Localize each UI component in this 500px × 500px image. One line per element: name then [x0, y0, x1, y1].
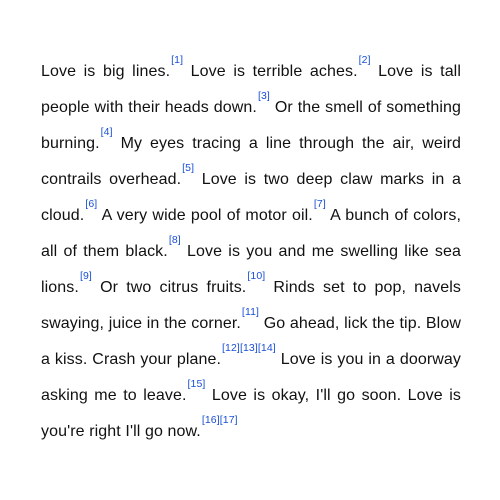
footnote-group [182, 162, 194, 174]
footnote-link[interactable]: [7] [313, 197, 326, 210]
poem-sentence: Love is okay, I'll go soon. Love is you're right I'll go now. [41, 387, 461, 440]
footnote-link[interactable]: [1] [171, 53, 184, 66]
footnote-group [202, 414, 238, 426]
footnote-link[interactable]: [8] [168, 233, 181, 246]
footnote-group [247, 270, 265, 282]
poem-paragraph [41, 54, 461, 450]
poem-sentence: Love is two deep claw marks in a cloud. [41, 171, 461, 224]
poem-sentence: Love is big lines. [41, 63, 171, 80]
footnote-group [169, 234, 181, 246]
poem-sentence: A very wide pool of motor oil. [97, 207, 313, 224]
poem-sentence: Go ahead, lick the tip. Blow a kiss. Crash your plane. [41, 315, 461, 368]
footnote-link[interactable]: [14] [257, 341, 276, 354]
footnote-link[interactable]: [12] [222, 341, 240, 354]
footnote-group [188, 378, 206, 390]
footnote-group [171, 54, 183, 66]
poem-sentence: A bunch of colors, all of them black. [41, 207, 461, 260]
poem-sentence: Love is you in a doorway asking me to leave. [41, 351, 462, 404]
footnote-link[interactable]: [17] [219, 413, 238, 426]
footnote-group [258, 90, 270, 102]
footnote-link[interactable]: [13] [239, 341, 258, 354]
footnote-group [80, 270, 92, 282]
footnote-link[interactable]: [6] [85, 197, 98, 210]
footnote-link[interactable]: [11] [241, 305, 260, 318]
poem-sentence: Love is you and me swelling like sea lions. [41, 243, 462, 296]
footnote-link[interactable]: [15] [187, 377, 206, 390]
poem-sentence: Rinds set to pop, navels swaying, juice in the corner. [41, 279, 462, 332]
footnote-link[interactable]: [9] [79, 269, 92, 282]
footnote-link[interactable]: [10] [247, 269, 266, 282]
footnote-link[interactable]: [4] [100, 125, 113, 138]
footnote-link[interactable]: [16] [201, 413, 220, 426]
footnote-link[interactable]: [3] [257, 89, 270, 102]
footnote-link[interactable]: [2] [358, 53, 371, 66]
footnote-group [359, 54, 371, 66]
poem-sentence: Or two citrus fruits. [91, 279, 247, 296]
footnote-group [85, 198, 97, 210]
footnote-group [222, 342, 276, 354]
poem-sentence: Love is tall people with their heads down. [41, 63, 461, 116]
footnote-group [242, 306, 259, 318]
poem-sentence: Love is terrible aches. [183, 63, 358, 80]
footnote-group [101, 126, 113, 138]
footnote-link[interactable]: [5] [182, 161, 195, 174]
footnote-group [314, 198, 326, 210]
poem-sentence: My eyes tracing a line through the air, weird contrails overhead. [41, 135, 461, 188]
poem-sentence: Or the smell of something burning. [41, 99, 461, 152]
